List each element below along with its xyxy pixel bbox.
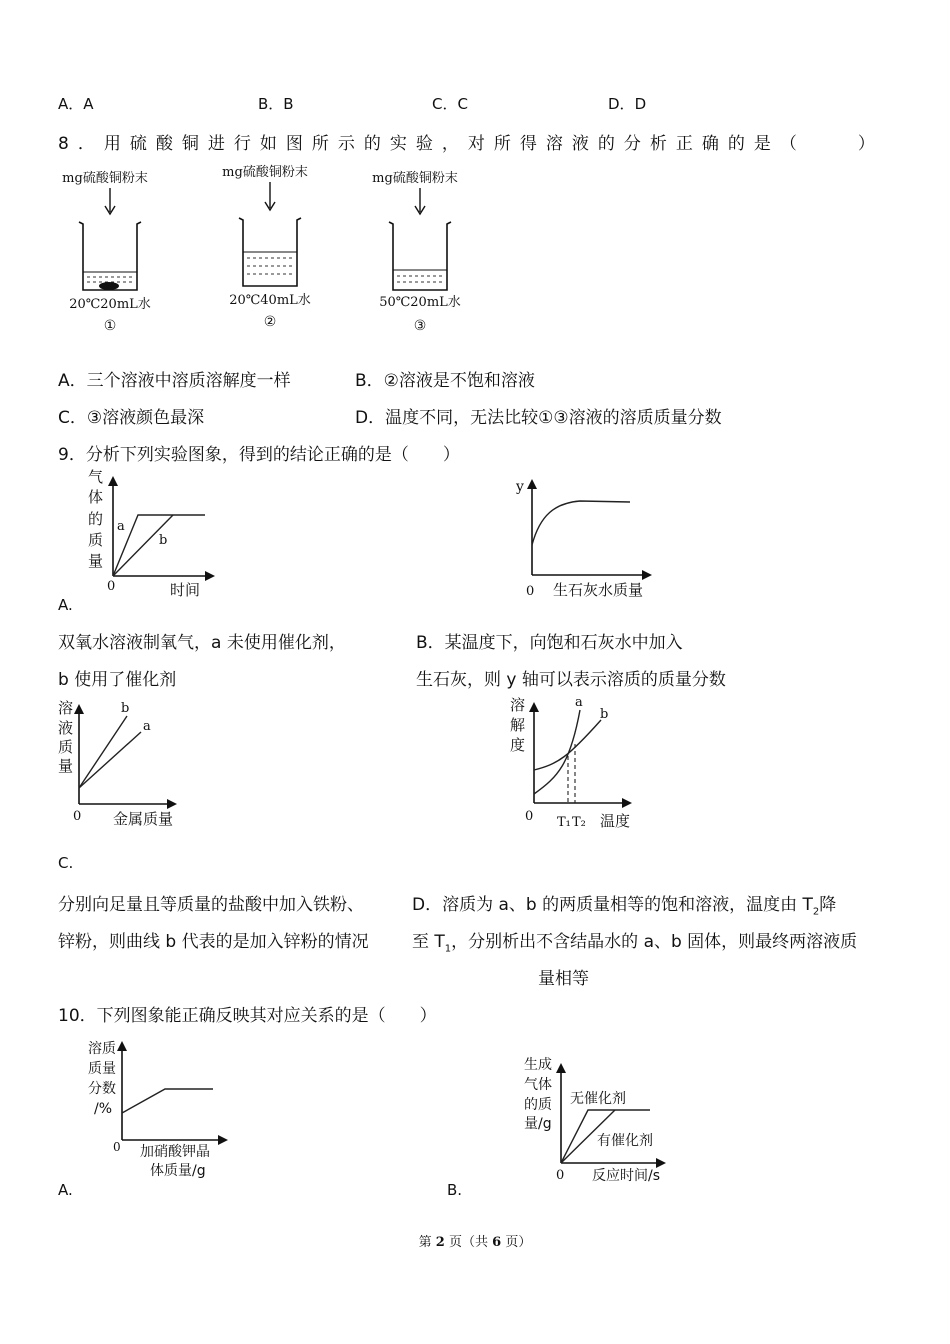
graph-c-curve-a-label: a [143,719,151,734]
q10-graph-a-origin: 0 [113,1140,121,1154]
graph-c-ylabel-3: 质 [58,738,74,756]
graph-c-ylabel-4: 量 [58,757,74,775]
q10-graph-b-label-with-catalyst: 有催化剂 [597,1133,653,1149]
graph-a-curve-b-label: b [159,533,168,548]
q10-graph-b-label-no-catalyst: 无催化剂 [570,1091,626,1107]
graph-c-origin: 0 [73,809,82,824]
page-footer: 第 2 页（共 6 页） [418,1235,532,1250]
graph-d-t1: T₁ [557,815,571,830]
q10-graph-a-ylabel-2: 质量 [88,1061,116,1077]
q7-option-a: A．A [58,95,94,113]
q10-graph-b [520,1055,680,1185]
beaker-1 [62,170,151,334]
q9-option-c-line2: 锌粉，则曲线 b 代表的是加入锌粉的情况 [58,932,369,952]
q10-graph-a-xlabel-1: 加硝酸钾晶 [140,1144,210,1160]
q9-option-a-letter: A. [58,596,73,614]
graph-d-ylabel-3: 度 [510,736,526,754]
beaker-3-top-label: mg硫酸铜粉末 [372,171,458,186]
graph-a-ylabel-4: 质 [88,531,104,549]
q9-graph-a [55,468,235,603]
q9-graph-c [55,696,195,831]
q10-graph-b-origin: 0 [556,1168,565,1183]
q8-option-a: A．三个溶液中溶质溶解度一样 [58,371,291,391]
graph-d-curve-b-label: b [600,707,609,722]
q10-stem: 10．下列图象能正确反映其对应关系的是（ ） [58,1006,437,1026]
q10-graph-a-ylabel-4: /% [94,1101,113,1117]
graph-d-origin: 0 [525,809,534,824]
graph-a-xlabel: 时间 [170,581,201,599]
q9-option-a-line1: 双氧水溶液制氧气，a 未使用催化剂， [58,633,346,653]
graph-c-ylabel-2: 液 [58,719,74,737]
beaker-2-number: ② [263,314,277,330]
q10-graph-b-ylabel-2: 气体 [524,1077,552,1093]
beaker-1-bottom-label: 20℃20mL水 [69,297,151,312]
graph-c-ylabel-1: 溶 [58,699,74,717]
q9-option-b-line1: B．某温度下，向饱和石灰水中加入 [416,633,683,653]
graph-b-origin: 0 [526,584,535,599]
q9-option-d-line3: 量相等 [538,969,589,989]
graph-a-ylabel-5: 量 [88,552,104,570]
q10-option-a-letter: A. [58,1181,73,1199]
q9-option-d-line1: D．溶质为 a、b 的两质量相等的饱和溶液，温度由 $T_2$降 [412,895,837,918]
q9-option-d-line2: 至 $T_1$，分别析出不含结晶水的 a、b 固体，则最终两溶液质 [412,932,858,955]
beaker-3 [372,170,461,334]
beaker-1-top-label: mg硫酸铜粉末 [62,171,148,186]
graph-b-xlabel: 生石灰水质量 [553,581,644,599]
q10-graph-a-ylabel-1: 溶质 [88,1041,116,1057]
graph-b-ylabel: y [516,479,524,495]
q10-graph-a-xlabel-2: 体质量/g [150,1163,206,1179]
q10-graph-b-ylabel-4: 量/g [524,1116,552,1132]
q7-option-b: B．B [258,95,294,113]
graph-d-xlabel: 温度 [600,812,631,830]
q7-option-c: C．C [432,95,468,113]
undissolved-solid [99,282,119,290]
beaker-1-number: ① [103,318,117,334]
graph-c-xlabel: 金属质量 [113,810,174,828]
beaker-2-bottom-label: 20℃40mL水 [229,293,311,308]
q9-graph-d [508,692,648,832]
q9-stem: 9．分析下列实验图象，得到的结论正确的是（ ） [58,445,460,465]
q10-graph-b-ylabel-3: 的质 [524,1097,552,1113]
graph-a-origin: 0 [107,579,116,594]
beaker-2-top-label: mg硫酸铜粉末 [222,165,308,180]
q8-option-d: D．温度不同，无法比较①③溶液的溶质质量分数 [355,408,722,428]
q8-stem: 8．用硫酸铜进行如图所示的实验，对所得溶液的分析正确的是（ ） [58,134,884,154]
q8-option-c: C．③溶液颜色最深 [58,408,205,428]
q10-graph-a [80,1035,240,1185]
q10-option-b-letter: B. [447,1181,463,1199]
q9-option-a-line2: b 使用了催化剂 [58,670,177,690]
q9-option-c-line1: 分别向足量且等质量的盐酸中加入铁粉、 [58,895,364,915]
beaker-3-bottom-label: 50℃20mL水 [379,295,461,310]
q8-beaker-figure [55,160,495,340]
beaker-3-number: ③ [413,318,427,334]
graph-d-curve-a-label: a [575,695,583,710]
graph-a-ylabel-3: 的 [88,510,104,528]
graph-d-t2: T₂ [572,815,586,830]
beaker-2 [222,164,311,330]
q10-graph-b-xlabel: 反应时间/s [592,1168,661,1184]
q10-graph-a-ylabel-3: 分数 [88,1081,116,1097]
q7-option-d: D．D [608,95,647,113]
q9-option-c-letter: C. [58,854,74,872]
q10-graph-b-ylabel-1: 生成 [524,1057,552,1073]
graph-d-ylabel-2: 解 [510,716,526,734]
graph-c-curve-b-label: b [121,701,130,716]
q9-graph-b [510,475,670,600]
graph-a-curve-a-label: a [117,519,125,534]
graph-a-ylabel-2: 体 [88,488,104,506]
graph-a-ylabel-1: 气 [88,468,104,486]
q9-option-b-line2: 生石灰，则 y 轴可以表示溶质的质量分数 [416,670,726,690]
graph-d-ylabel-1: 溶 [510,696,526,714]
q8-option-b: B．②溶液是不饱和溶液 [355,371,535,391]
